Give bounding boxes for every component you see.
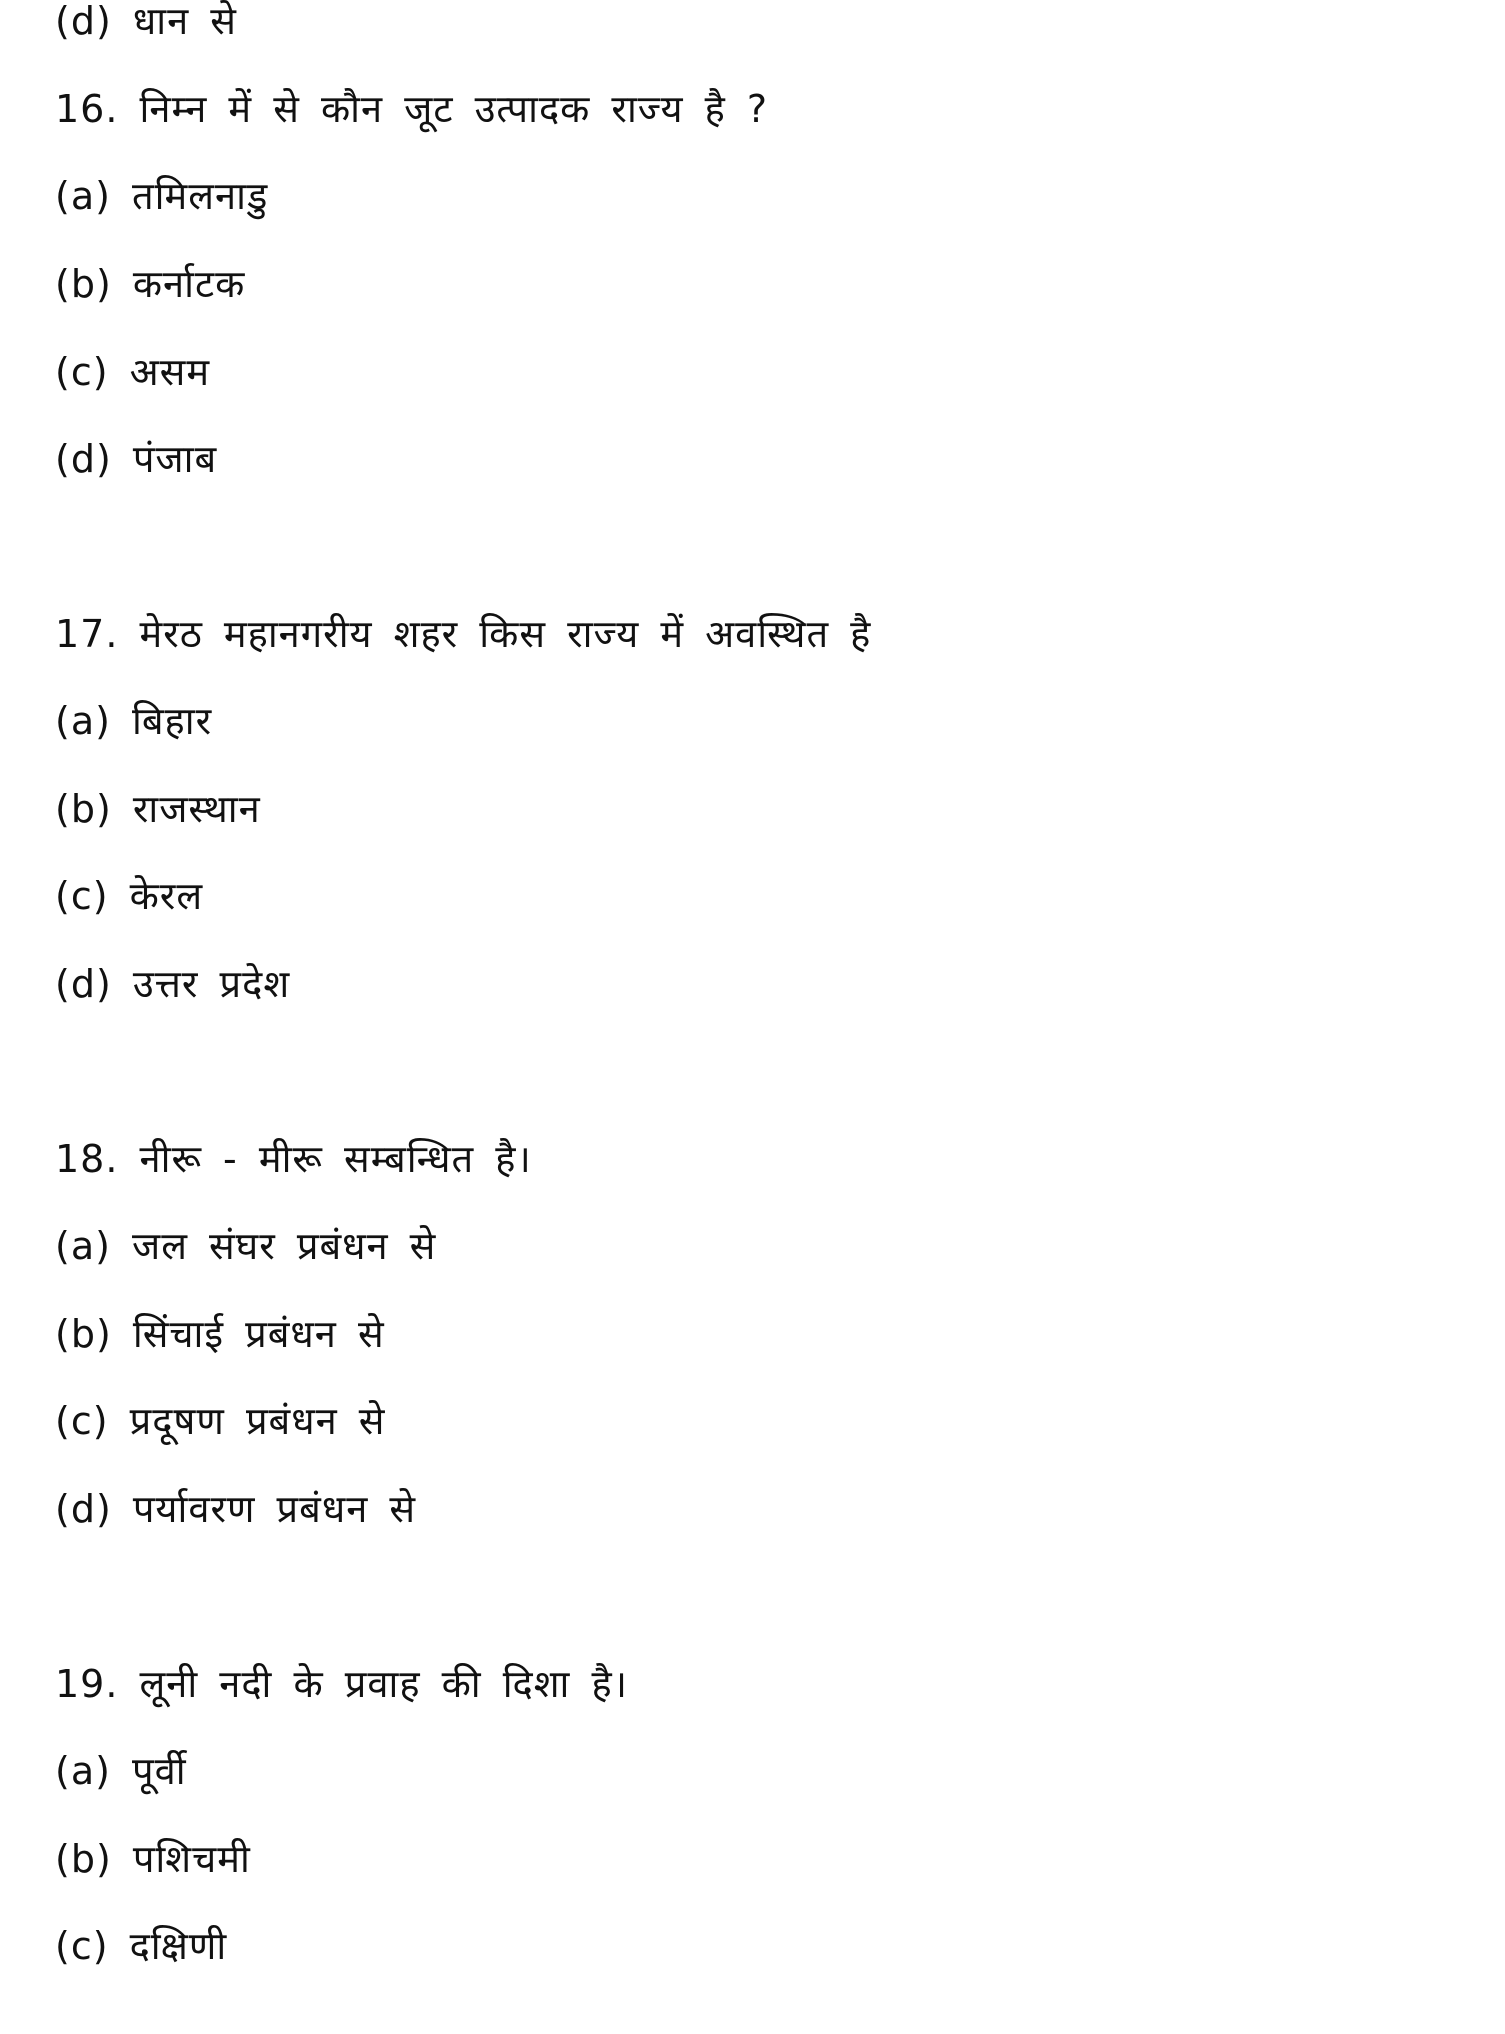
answer-option: (c) असम xyxy=(55,350,211,394)
answer-option: (b) कर्नाटक xyxy=(55,262,246,306)
answer-option: (b) पशिचमी xyxy=(55,1837,251,1881)
answer-option: (c) प्रदूषण प्रबंधन से xyxy=(55,1399,386,1443)
answer-option: (a) जल संघर प्रबंधन से xyxy=(55,1224,437,1268)
answer-option: (a) बिहार xyxy=(55,699,213,743)
answer-option: (c) दक्षिणी xyxy=(55,1924,228,1968)
answer-option: (b) राजस्थान xyxy=(55,787,261,831)
answer-option: (b) सिंचाई प्रबंधन से xyxy=(55,1312,385,1356)
question-text: 18. नीरू - मीरू सम्बन्धित है। xyxy=(55,1137,532,1181)
question-text: 16. निम्न में से कौन जूट उत्पादक राज्य है ? xyxy=(55,87,769,131)
answer-option: (d) धान से xyxy=(55,0,237,43)
answer-option: (c) केरल xyxy=(55,874,204,918)
answer-option: (d) उत्तर प्रदेश xyxy=(55,962,291,1006)
answer-option: (a) पूर्वी xyxy=(55,1749,187,1793)
answer-option: (d) पर्यावरण प्रबंधन से xyxy=(55,1487,417,1531)
question-text: 17. मेरठ महानगरीय शहर किस राज्य में अवस्थित है xyxy=(55,612,872,656)
question-text: 19. लूनी नदी के प्रवाह की दिशा है। xyxy=(55,1662,629,1706)
answer-option: (a) तमिलनाडु xyxy=(55,174,269,218)
answer-option: (d) पंजाब xyxy=(55,437,218,481)
